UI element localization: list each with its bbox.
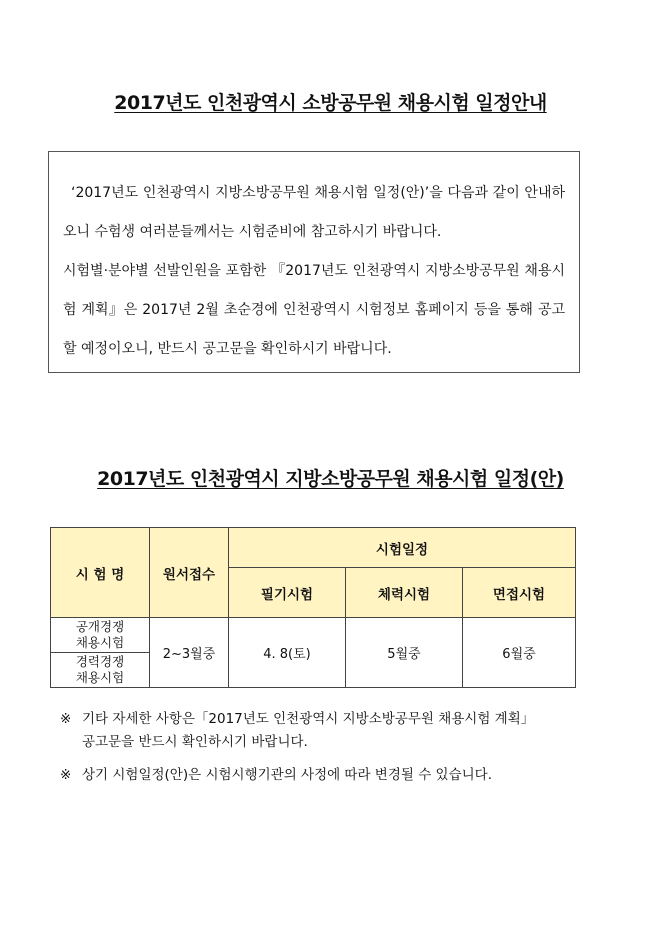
note-text: 기타 자세한 사항은「2017년도 인천광역시 지방소방공무원 채용시험 계획」 [82, 711, 535, 727]
exam-name-line: 채용시험 [75, 635, 125, 650]
note-details [60, 708, 600, 754]
note-mark: ※ [60, 767, 72, 783]
exam-name-line: 채용시험 [75, 670, 125, 685]
schedule-table [50, 527, 576, 688]
table-row [51, 618, 576, 653]
note-mark: ※ [60, 711, 72, 727]
application-period: 2~3월중 [150, 618, 229, 688]
note-change [60, 764, 600, 787]
exam-name-line: 경력경쟁 [75, 654, 125, 669]
notice-box [48, 151, 580, 373]
header-physical: 체력시험 [346, 568, 463, 618]
header-written: 필기시험 [229, 568, 346, 618]
table-header-row [51, 528, 576, 568]
exam-name-career [51, 653, 150, 688]
written-date: 4. 8(토) [229, 618, 346, 688]
notice-paragraph-2: 시험별·분야별 선발인원을 포함한 『2017년도 인천광역시 지방소방공무원 채용시험 계획』은 2017년 2월 초순경에 인천광역시 시험정보 홈페이지 등을 통해 공고할 예정이오니, 반드시 공고문을 확인하시기 바랍니다. [63, 263, 565, 357]
note-text: 공고문을 반드시 확인하시기 바랍니다. [82, 734, 308, 750]
header-exam-name: 시 험 명 [51, 528, 150, 618]
note-text: 상기 시험일정(안)은 시험시행기관의 사정에 따라 변경될 수 있습니다. [82, 767, 493, 783]
schedule-title: 2017년도 인천광역시 지방소방공무원 채용시험 일정(안) [97, 468, 564, 490]
header-schedule: 시험일정 [229, 528, 576, 568]
page-title: 2017년도 인천광역시 소방공무원 채용시험 일정안내 [114, 92, 547, 114]
exam-name-open [51, 618, 150, 653]
notice-paragraph-1: ‘2017년도 인천광역시 지방소방공무원 채용시험 일정(안)’을 다음과 같이 안내하오니 수험생 여러분들께서는 시험준비에 참고하시기 바랍니다. [63, 185, 565, 240]
exam-name-line: 공개경쟁 [75, 619, 125, 634]
header-interview: 면접시험 [463, 568, 576, 618]
header-application: 원서접수 [150, 528, 229, 618]
interview-date: 6월중 [463, 618, 576, 688]
physical-date: 5월중 [346, 618, 463, 688]
